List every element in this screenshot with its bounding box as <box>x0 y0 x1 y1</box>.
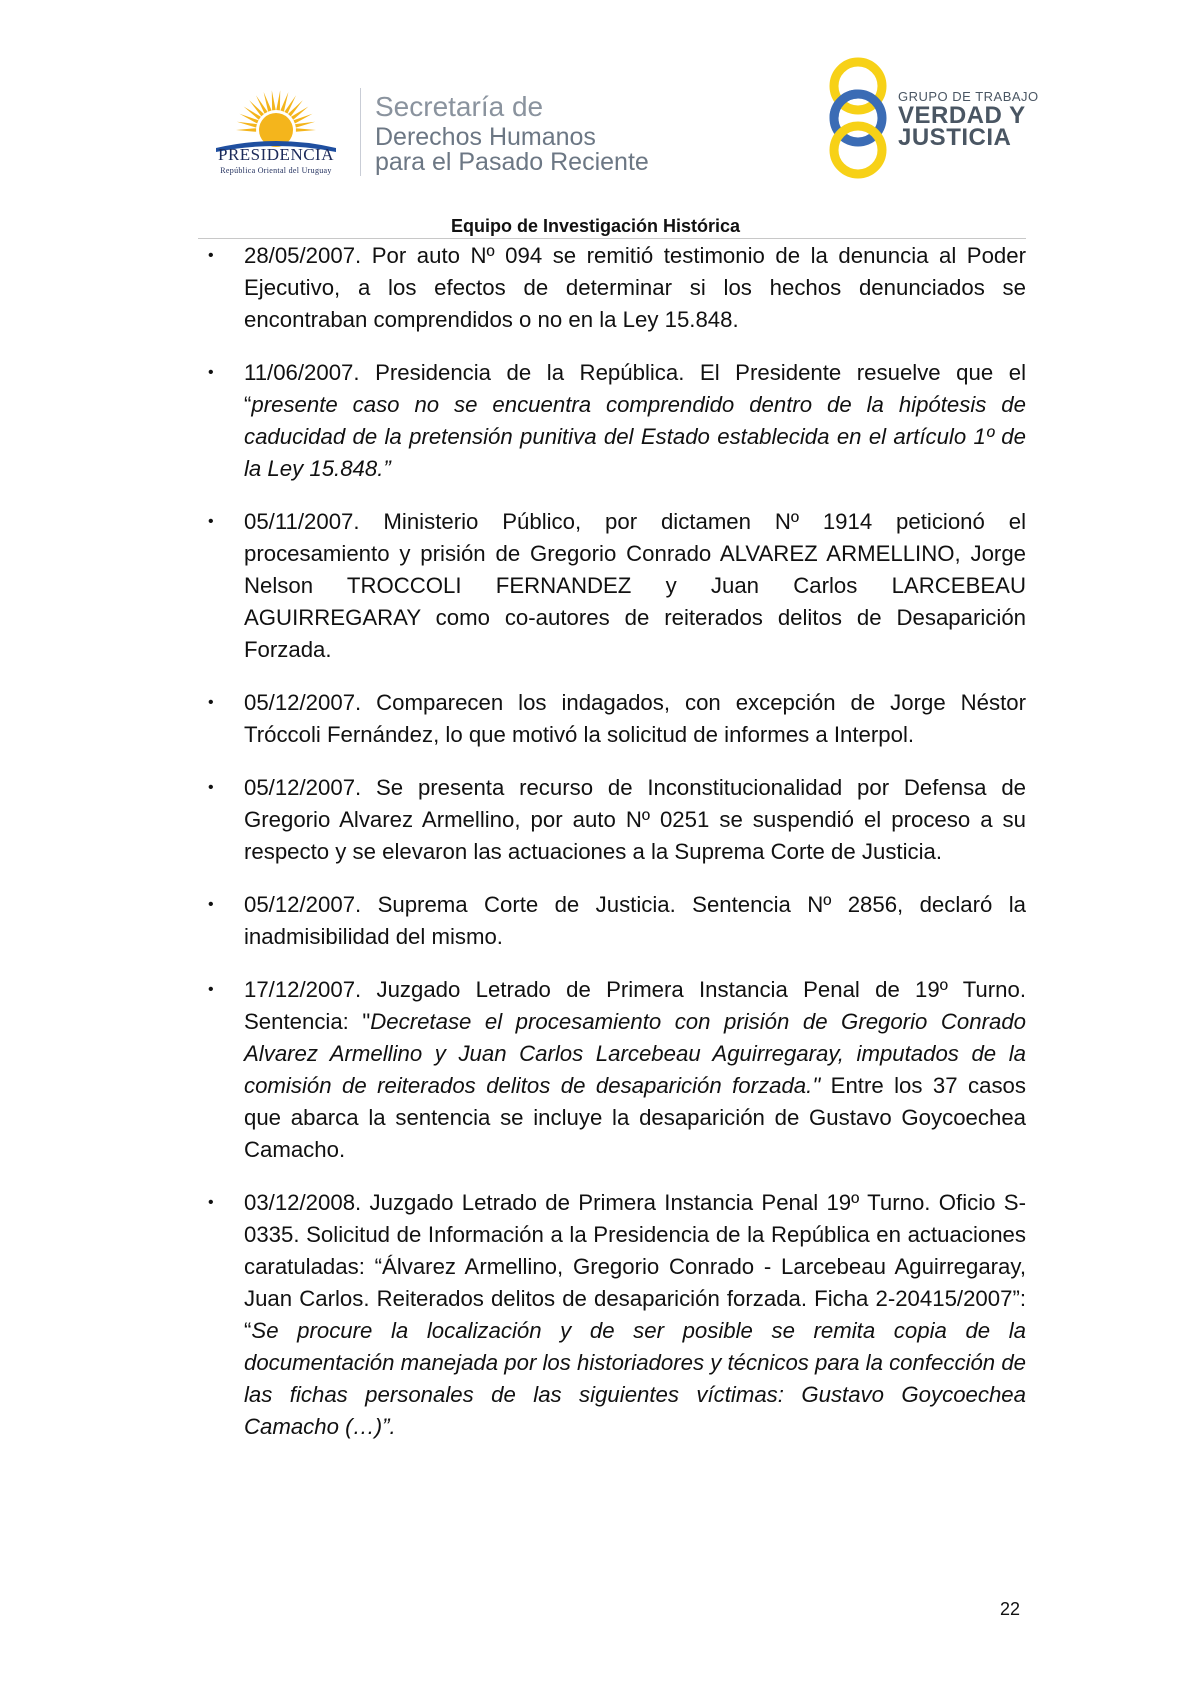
bullet-marker: • <box>208 364 214 381</box>
entry-text: 05/12/2007. Comparecen los indagados, con excepción de Jorge Néstor Tróccoli Fernández, lo que motivó la solicitud de informes a Interpol. <box>244 690 1026 747</box>
entry-text: 17/12/2007. Juzgado Letrado de Primera Instancia Penal de 19º Turno. Sentencia: " <box>244 977 1026 1034</box>
entry-quote: Decretase el procesamiento con prisión de Gregorio Conrado Alvarez Armellino y Juan Carlos Larcebeau Aguirregaray, imputados de la comisión de reiterados delitos de desaparición forzada." <box>244 1009 1027 1098</box>
entry-text: 05/12/2007. Suprema Corte de Justicia. Sentencia Nº 2856, declaró la inadmisibilidad del mismo. <box>244 892 1026 949</box>
verdad-label: VERDAD Y <box>898 102 1026 129</box>
secretaria-line-3: para el Pasado Reciente <box>375 148 649 176</box>
bullet-marker: • <box>208 513 214 530</box>
sun-ray <box>244 107 261 120</box>
bullet-marker: • <box>208 981 214 998</box>
sun-ray <box>288 100 303 116</box>
sun-ray <box>295 122 315 128</box>
entry-text: 11/06/2007. Presidencia de la República. El Presidente resuelve que el “ <box>244 360 1026 417</box>
list-item <box>200 357 1026 485</box>
sun-ray <box>249 100 264 116</box>
entry-text: 28/05/2007. Por auto Nº 094 se remitió testimonio de la denuncia al Poder Ejecutivo, a los efectos de determinar si los hechos denunciados se encontraban comprendidos o no en la Ley 15.848. <box>244 243 1026 332</box>
entry-quote: presente caso no se encuentra comprendido dentro de la hipótesis de caducidad de la pretensión punitiva del Estado establecida en el artículo 1º de la Ley 15.848.” <box>244 392 1026 481</box>
list-item <box>200 687 1026 751</box>
entry-quote: Se procure la localización y de ser posible se remita copia de la documentación manejada por los historiadores y técnicos para la confección de las fichas personales de las siguientes víctimas: Gustavo Goycoechea Camacho (…)”. <box>244 1318 1026 1439</box>
sun-ray <box>272 90 276 110</box>
entry-text: 05/12/2007. Se presenta recurso de Inconstitucionalidad por Defensa de Gregorio Alvarez Armellino, por auto Nº 0251 se suspendió el proceso a su respecto y se elevaron las actuaciones a la Suprema Corte de Justicia. <box>244 775 1026 864</box>
bullet-marker: • <box>208 1194 214 1211</box>
bullet-marker: • <box>208 694 214 711</box>
team-heading: Equipo de Investigación Histórica <box>450 216 741 236</box>
logo-divider <box>360 88 361 176</box>
sun-ray <box>276 90 280 110</box>
page-number: 22 <box>1000 1599 1021 1619</box>
bullet-marker: • <box>208 779 214 796</box>
presidencia-subtitle: República Oriental del Uruguay <box>220 166 332 175</box>
sun-ray <box>237 122 257 128</box>
header-rule <box>198 238 1026 239</box>
list-item <box>200 506 1026 666</box>
secretaria-line-2: Derechos Humanos <box>375 123 596 151</box>
bullet-marker: • <box>208 896 214 913</box>
presidencia-title: PRESIDENCIA <box>217 145 334 164</box>
sun-ray <box>291 107 308 120</box>
entry-text: 03/12/2008. Juzgado Letrado de Primera Instancia Penal 19º Turno. Oficio S-0335. Solicitud de Información a la Presidencia de la República en actuaciones caratuladas: “Álvarez Armellino, Gregorio Conrado - Larcebeau Aguirregaray, Juan Carlos. Reiterados delitos de desaparición forzada. Ficha 2-20415/2007”: “ <box>244 1190 1026 1343</box>
list-item <box>200 889 1026 953</box>
chronology-list <box>200 240 1026 1464</box>
list-item <box>200 240 1026 336</box>
list-item <box>200 1187 1026 1443</box>
bullet-marker: • <box>208 247 214 264</box>
entry-text-tail: Entre los 37 casos que abarca la sentencia se incluye la desaparición de Gustavo Goycoechea Camacho. <box>244 1073 1026 1162</box>
page-header <box>0 0 1191 235</box>
entry-text: 05/11/2007. Ministerio Público, por dictamen Nº 1914 peticionó el procesamiento y prisión de Gregorio Conrado ALVAREZ ARMELLINO, Jorge Nelson TROCCOLI FERNANDEZ y Juan Carlos LARCEBEAU AGUIRREGARAY como co-autores de reiterados delitos de Desaparición Forzada. <box>244 509 1026 662</box>
grupo-trabajo-label: GRUPO DE TRABAJO <box>898 89 1039 104</box>
verdad-justicia-rings-logo <box>820 56 896 180</box>
list-item <box>200 772 1026 868</box>
sun-ray <box>236 128 256 132</box>
justicia-label: JUSTICIA <box>898 124 1012 151</box>
sun-ray <box>296 128 316 132</box>
list-item <box>200 974 1026 1166</box>
secretaria-line-1: Secretaría de <box>375 91 544 122</box>
